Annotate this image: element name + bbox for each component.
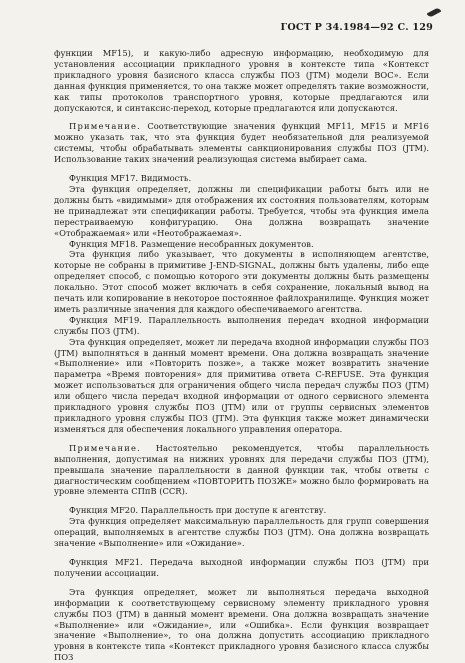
function-heading-mf17: Функция MF17. Видимость. (69, 173, 192, 184)
paragraph-mf21: Эта функция определяет, может ли выполняться передача выходной информации к соответствующему сервисному элементу прикладного уровня службы ПОЗ (JTM) в данный момент времени. Она должна возвращать значение «Выполнение» или «Ожидание», или «Ошибка». Если функция возвращает значение «Выполнение», то она должна допустить ассоциацию прикладного уровня в контексте типа «Контекст прикладного уровня базисного класса службы ПОЗ (54, 586, 429, 663)
note-parallelism (54, 443, 429, 498)
page-header: ГОСТ Р 34.1984—92 С. 129 (280, 22, 433, 33)
note-label: Примечание. (69, 121, 142, 132)
function-heading-mf21: Функция MF21. Передача выходной информации службы ПОЗ (JTM) при получении ассоциации. (54, 556, 429, 578)
function-heading-mf20: Функция MF20. Параллельность при доступе к агентству. (69, 505, 327, 516)
note-text: Настоятельно рекомендуется, чтобы параллельность выполнения, допустимая на нижних уровнях для передачи службы ПОЗ (JTM), превышала значение параллельности в данной функции так, чтобы ответы с диагностическим сообщением «ПОВТОРИТЬ ПОЗЖЕ» можно было формировать на уровне элемента СПпВ (CCR). (54, 442, 429, 497)
document-body (54, 48, 429, 663)
corner-mark (427, 7, 442, 18)
note-mf-values (54, 121, 429, 165)
function-heading-mf19: Функция MF19. Параллельность выполнения передач входной информации службы ПОЗ (JTM). (54, 314, 429, 336)
paragraph-mf19: Эта функция определяет, может ли передача входной информации службы ПОЗ (JTM) выполняться в данный момент времени. Она должна возвращать значение «Выполнение» или «Повторить позже», а также может возвратить значение параметра «Время повторения» для примитива ответа C-REFUSE. Эта функция может использоваться для ограничения общего числа передач службы ПОЗ (JTM) или общего числа передач входной информации от одного сервисного элемента прикладного уровня службы ПОЗ (JTM) или от группы сервисных элементов прикладного уровня службы ПОЗ (JTM). Эта функция также может динамически изменяться для обеспечения локального управления оператора. (54, 336, 429, 434)
note-label: Примечание. (69, 442, 142, 453)
paragraph-mf18: Эта функция либо указывает, что документы в исполняющем агентстве, которые не собраны в примитиве J-END-SIGNAL, должны быть удалены, либо еще определяет способ, с помощью которого эти документы должны быть размещены локально. Этот способ может включать в себя сохранение, локальный вывод на печать или копирование в некоторое постоянное файлохранилище. Функция может иметь различные значения для каждого обеспечиваемого агентства. (54, 249, 429, 314)
note-text: Соответствующие значения функций MF11, MF15 и MF16 можно указать так, что эта функция будет необязательной для реализуемой системы, чтобы обрабатывать элементы санкционирования службы ПОЗ (JTM). Использование таких значений реализующая система выбирает сама. (54, 121, 429, 165)
paragraph-mf16-continued: функции MF15), и какую-либо адресную информацию, необходимую для установления ассоциации прикладного уровня в контексте типа «Контекст прикладного уровня базисного класса службы ПОЗ (JTM) модели ВОС». Если данная функция применяется, то она также может определять такие возможности, как типы протоколов транспортного уровня, которые предлагаются или допускаются, и синтаксис-переход, которые предлагаются или допускаются. (54, 48, 429, 113)
paragraph-mf17: Эта функция определяет, должны ли спецификации работы быть или не должны быть «видимыми» для отображения их состояния пользователям, которым не принадлежат эти спецификации работы. Требуется, чтобы эта функция имела перестраиваемую конфигурацию. Она должна возвращать значение «Отображаемая» или «Неотображаемая». (54, 183, 429, 238)
paragraph-mf20: Эта функция определяет максимальную параллельность для групп совершения операций, выполняемых в агентстве службы ПОЗ (JTM). Она должна возвращать значение «Выполнение» или «Ожидание». (54, 516, 429, 549)
function-heading-mf18: Функция MF18. Размещение несобранных документов. (69, 238, 314, 249)
